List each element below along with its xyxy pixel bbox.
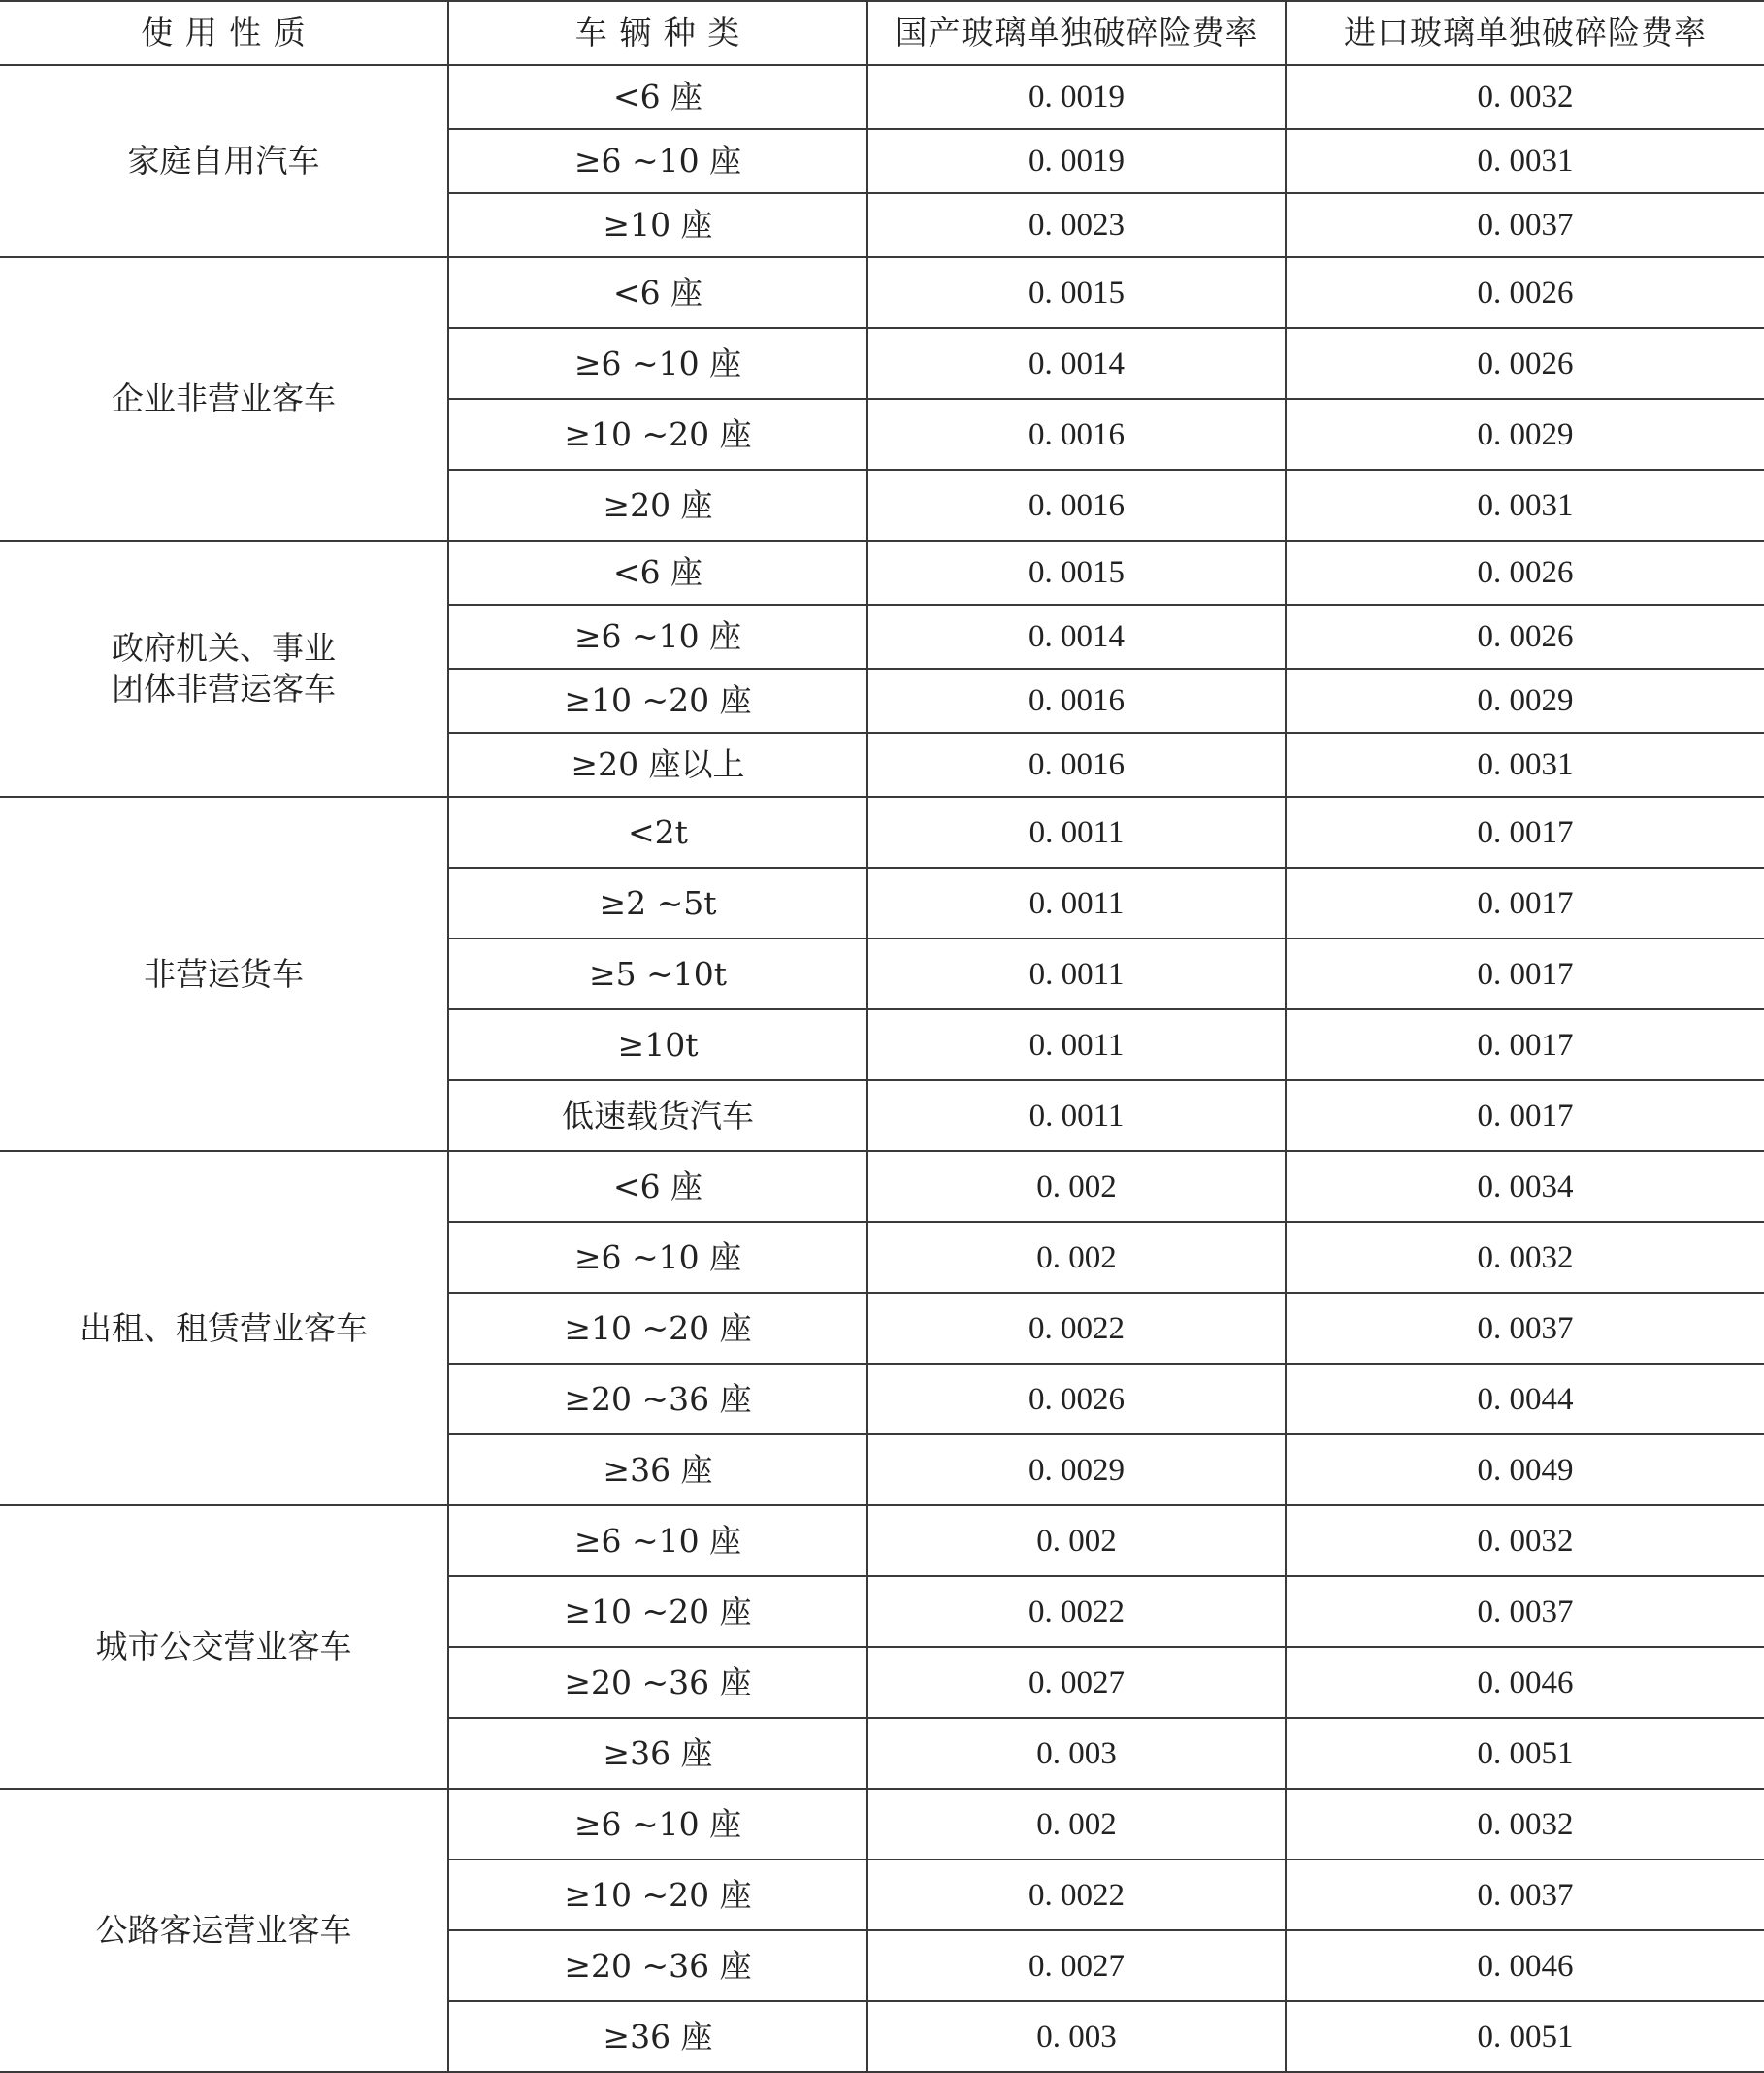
- vehicle-type-cell: ≥20 ~36 座: [448, 1930, 867, 2001]
- vehicle-type-cell: 低速载货汽车: [448, 1080, 867, 1151]
- imported-rate-cell: 0. 0032: [1286, 1789, 1764, 1859]
- vehicle-type-cell: ≥20 座: [448, 470, 867, 541]
- table-row: [0, 1151, 1764, 1222]
- domestic-rate-cell: 0. 0022: [867, 1576, 1286, 1647]
- imported-rate-cell: 0. 0051: [1286, 2001, 1764, 2072]
- domestic-rate-cell: 0. 0014: [867, 605, 1286, 669]
- vehicle-type-cell: ≥6 ~10 座: [448, 129, 867, 193]
- domestic-rate-cell: 0. 0016: [867, 669, 1286, 733]
- vehicle-type-cell: <6 座: [448, 65, 867, 129]
- domestic-rate-cell: 0. 0022: [867, 1293, 1286, 1364]
- domestic-rate-cell: 0. 002: [867, 1505, 1286, 1576]
- vehicle-type-cell: ≥6 ~10 座: [448, 1789, 867, 1859]
- imported-rate-cell: 0. 0051: [1286, 1718, 1764, 1789]
- domestic-rate-cell: 0. 0019: [867, 65, 1286, 129]
- vehicle-type-cell: ≥10t: [448, 1009, 867, 1080]
- vehicle-type-cell: ≥10 ~20 座: [448, 399, 867, 470]
- table-row: [0, 541, 1764, 605]
- imported-rate-cell: 0. 0049: [1286, 1434, 1764, 1505]
- imported-rate-cell: 0. 0017: [1286, 938, 1764, 1009]
- domestic-rate-cell: 0. 0016: [867, 399, 1286, 470]
- vehicle-type-cell: ≥36 座: [448, 2001, 867, 2072]
- imported-rate-cell: 0. 0034: [1286, 1151, 1764, 1222]
- imported-rate-cell: 0. 0029: [1286, 399, 1764, 470]
- usage-cell: 非营运货车: [0, 797, 448, 1151]
- imported-rate-cell: 0. 0031: [1286, 470, 1764, 541]
- vehicle-type-cell: ≥20 ~36 座: [448, 1364, 867, 1434]
- header-domestic-rate: 国产玻璃单独破碎险费率: [867, 1, 1286, 65]
- vehicle-type-cell: <2t: [448, 797, 867, 868]
- imported-rate-cell: 0. 0037: [1286, 1859, 1764, 1930]
- imported-rate-cell: 0. 0032: [1286, 1505, 1764, 1576]
- vehicle-type-cell: ≥6 ~10 座: [448, 605, 867, 669]
- domestic-rate-cell: 0. 002: [867, 1151, 1286, 1222]
- imported-rate-cell: 0. 0032: [1286, 65, 1764, 129]
- domestic-rate-cell: 0. 0011: [867, 797, 1286, 868]
- table-row: [0, 65, 1764, 129]
- domestic-rate-cell: 0. 0014: [867, 328, 1286, 399]
- vehicle-type-cell: ≥6 ~10 座: [448, 328, 867, 399]
- imported-rate-cell: 0. 0046: [1286, 1647, 1764, 1718]
- domestic-rate-cell: 0. 003: [867, 2001, 1286, 2072]
- imported-rate-cell: 0. 0026: [1286, 328, 1764, 399]
- domestic-rate-cell: 0. 0027: [867, 1930, 1286, 2001]
- vehicle-type-cell: <6 座: [448, 1151, 867, 1222]
- imported-rate-cell: 0. 0026: [1286, 605, 1764, 669]
- vehicle-type-cell: ≥5 ~10t: [448, 938, 867, 1009]
- domestic-rate-cell: 0. 0011: [867, 938, 1286, 1009]
- imported-rate-cell: 0. 0046: [1286, 1930, 1764, 2001]
- domestic-rate-cell: 0. 0026: [867, 1364, 1286, 1434]
- imported-rate-cell: 0. 0026: [1286, 541, 1764, 605]
- vehicle-type-cell: ≥2 ~5t: [448, 868, 867, 938]
- usage-cell: 公路客运营业客车: [0, 1789, 448, 2072]
- imported-rate-cell: 0. 0029: [1286, 669, 1764, 733]
- vehicle-type-cell: <6 座: [448, 257, 867, 328]
- domestic-rate-cell: 0. 0027: [867, 1647, 1286, 1718]
- imported-rate-cell: 0. 0017: [1286, 797, 1764, 868]
- usage-cell: 城市公交营业客车: [0, 1505, 448, 1789]
- vehicle-type-cell: ≥10 ~20 座: [448, 1576, 867, 1647]
- vehicle-type-cell: ≥10 ~20 座: [448, 1859, 867, 1930]
- imported-rate-cell: 0. 0031: [1286, 129, 1764, 193]
- imported-rate-cell: 0. 0037: [1286, 1576, 1764, 1647]
- table-body: [0, 65, 1764, 2072]
- imported-rate-cell: 0. 0026: [1286, 257, 1764, 328]
- domestic-rate-cell: 0. 0016: [867, 733, 1286, 797]
- header-vehicle-type: 车 辆 种 类: [448, 1, 867, 65]
- domestic-rate-cell: 0. 0011: [867, 868, 1286, 938]
- header-imported-rate: 进口玻璃单独破碎险费率: [1286, 1, 1764, 65]
- table-row: [0, 797, 1764, 868]
- domestic-rate-cell: 0. 003: [867, 1718, 1286, 1789]
- domestic-rate-cell: 0. 0015: [867, 541, 1286, 605]
- domestic-rate-cell: 0. 0019: [867, 129, 1286, 193]
- vehicle-type-cell: ≥20 ~36 座: [448, 1647, 867, 1718]
- imported-rate-cell: 0. 0037: [1286, 193, 1764, 257]
- domestic-rate-cell: 0. 0023: [867, 193, 1286, 257]
- domestic-rate-cell: 0. 0022: [867, 1859, 1286, 1930]
- vehicle-type-cell: ≥6 ~10 座: [448, 1222, 867, 1293]
- usage-cell: 政府机关、事业 团体非营运客车: [0, 541, 448, 797]
- table-row: [0, 1505, 1764, 1576]
- domestic-rate-cell: 0. 0029: [867, 1434, 1286, 1505]
- vehicle-type-cell: ≥36 座: [448, 1718, 867, 1789]
- table-row: [0, 257, 1764, 328]
- imported-rate-cell: 0. 0017: [1286, 1080, 1764, 1151]
- usage-cell: 出租、租赁营业客车: [0, 1151, 448, 1505]
- vehicle-type-cell: ≥20 座以上: [448, 733, 867, 797]
- vehicle-type-cell: ≥10 ~20 座: [448, 669, 867, 733]
- imported-rate-cell: 0. 0017: [1286, 1009, 1764, 1080]
- vehicle-type-cell: ≥10 ~20 座: [448, 1293, 867, 1364]
- vehicle-type-cell: <6 座: [448, 541, 867, 605]
- domestic-rate-cell: 0. 0011: [867, 1080, 1286, 1151]
- domestic-rate-cell: 0. 002: [867, 1222, 1286, 1293]
- imported-rate-cell: 0. 0037: [1286, 1293, 1764, 1364]
- table-header: [0, 1, 1764, 65]
- vehicle-type-cell: ≥36 座: [448, 1434, 867, 1505]
- domestic-rate-cell: 0. 0015: [867, 257, 1286, 328]
- domestic-rate-cell: 0. 002: [867, 1789, 1286, 1859]
- domestic-rate-cell: 0. 0016: [867, 470, 1286, 541]
- domestic-rate-cell: 0. 0011: [867, 1009, 1286, 1080]
- table-row: [0, 1789, 1764, 1859]
- imported-rate-cell: 0. 0017: [1286, 868, 1764, 938]
- usage-cell: 企业非营业客车: [0, 257, 448, 541]
- header-usage: 使 用 性 质: [0, 1, 448, 65]
- imported-rate-cell: 0. 0044: [1286, 1364, 1764, 1434]
- header-row: [0, 1, 1764, 65]
- usage-cell: 家庭自用汽车: [0, 65, 448, 257]
- vehicle-type-cell: ≥10 座: [448, 193, 867, 257]
- imported-rate-cell: 0. 0032: [1286, 1222, 1764, 1293]
- vehicle-type-cell: ≥6 ~10 座: [448, 1505, 867, 1576]
- imported-rate-cell: 0. 0031: [1286, 733, 1764, 797]
